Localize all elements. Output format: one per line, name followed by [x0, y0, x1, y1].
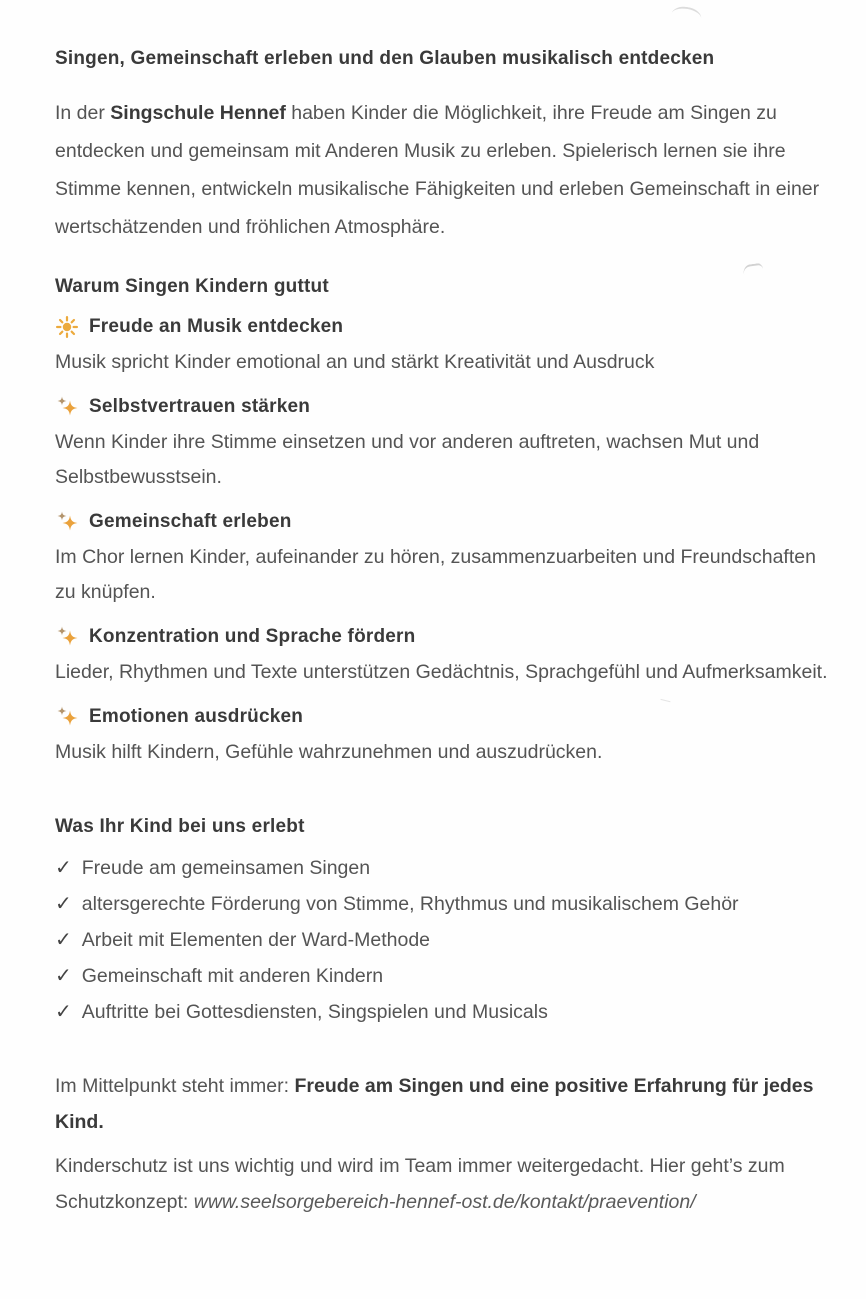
benefit-text: Musik spricht Kinder emotional an und stärkt Kreativität und Ausdruck [55, 351, 655, 373]
benefit-text: Lieder, Rhythmen und Texte unterstützen Gedächtnis, Sprachgefühl und Aufmerksamkeit. [55, 661, 828, 683]
checklist-text: altersgerechte Förderung von Stimme, Rhythmus und musikalischem Gehör [81, 893, 739, 915]
checklist-item [55, 886, 840, 922]
checklist-item [55, 994, 840, 1030]
benefit-text: Wenn Kinder ihre Stimme einsetzen und vor anderen auftreten, wachsen Mut und Selbstbewusstsein. [55, 431, 760, 488]
checklist-item [55, 922, 840, 958]
benefit-item-selbstvertrauen [55, 393, 840, 495]
intro-text-post: haben Kinder die Möglichkeit, ihre Freude am Singen zu entdecken und gemeinsam mit Anderen Musik zu erleben. Spielerisch lernen sie ihre Stimme kennen, entwickeln musikalische Fähigkeiten und erleben Gemeinschaft in einer wertschätzenden und fröhlichen Atmosphäre. [55, 102, 820, 238]
checklist [55, 850, 840, 1030]
brand-name: Singschule Hennef [110, 102, 286, 124]
schutzkonzept-url: www.seelsorgebereich-hennef-ost.de/kontakt/praevention/ [193, 1191, 696, 1213]
benefit-head [55, 393, 840, 421]
benefit-text: Musik hilft Kindern, Gefühle wahrzunehmen und auszudrücken. [55, 741, 603, 763]
benefit-item-konzentration [55, 623, 840, 690]
closing-emphasis: Freude am Singen und eine positive Erfahrung für jedes Kind. [55, 1075, 814, 1133]
intro-text-pre: In der [55, 102, 111, 124]
benefit-title: Selbstvertrauen stärken [89, 396, 311, 417]
benefit-item-gemeinschaft [55, 508, 840, 610]
checkmark-icon: ✓ [55, 857, 72, 879]
closing-statement [55, 1068, 840, 1140]
checklist-text: Auftritte bei Gottesdiensten, Singspielen und Musicals [81, 1001, 548, 1023]
benefit-head [55, 508, 840, 536]
checkmark-icon: ✓ [55, 1001, 72, 1023]
sparkles-icon [55, 510, 79, 534]
benefit-title: Emotionen ausdrücken [89, 706, 304, 727]
benefit-head [55, 623, 840, 651]
sparkles-icon [55, 625, 79, 649]
checkmark-icon: ✓ [55, 965, 72, 987]
checklist-text: Arbeit mit Elementen der Ward-Methode [81, 929, 431, 951]
closing-lead: Im Mittelpunkt steht immer: [55, 1075, 295, 1097]
checklist-item [55, 850, 840, 886]
benefit-item-freude-an-musik [55, 313, 840, 380]
benefit-title: Freude an Musik entdecken [89, 316, 344, 337]
checkmark-icon: ✓ [55, 893, 72, 915]
scan-artifact [742, 263, 763, 275]
checklist-text: Gemeinschaft mit anderen Kindern [81, 965, 384, 987]
page-title: Singen, Gemeinschaft erleben und den Glauben musikalisch entdecken [55, 48, 715, 69]
benefit-title: Konzentration und Sprache fördern [89, 626, 416, 647]
benefit-item-emotionen [55, 703, 840, 770]
benefit-head [55, 313, 840, 341]
benefit-text: Im Chor lernen Kinder, aufeinander zu hören, zusammenzuarbeiten und Freundschaften zu knüpfen. [55, 546, 816, 603]
benefits-heading: Warum Singen Kindern guttut [55, 276, 329, 297]
benefit-head [55, 703, 840, 731]
checklist-item [55, 958, 840, 994]
checklist-text: Freude am gemeinsamen Singen [81, 857, 371, 879]
sparkles-icon [55, 705, 79, 729]
kinderschutz-text: Kinderschutz ist uns wichtig und wird im Team immer weitergedacht. Hier geht’s zum Schutzkonzept: [55, 1155, 785, 1213]
sparkles-icon [55, 395, 79, 419]
kinderschutz-paragraph [55, 1148, 840, 1220]
benefit-title: Gemeinschaft erleben [89, 511, 292, 532]
experience-heading: Was Ihr Kind bei uns erlebt [55, 816, 305, 837]
intro-paragraph [55, 94, 840, 246]
scan-artifact [671, 4, 702, 20]
sun-icon [55, 315, 79, 339]
checkmark-icon: ✓ [55, 929, 72, 951]
